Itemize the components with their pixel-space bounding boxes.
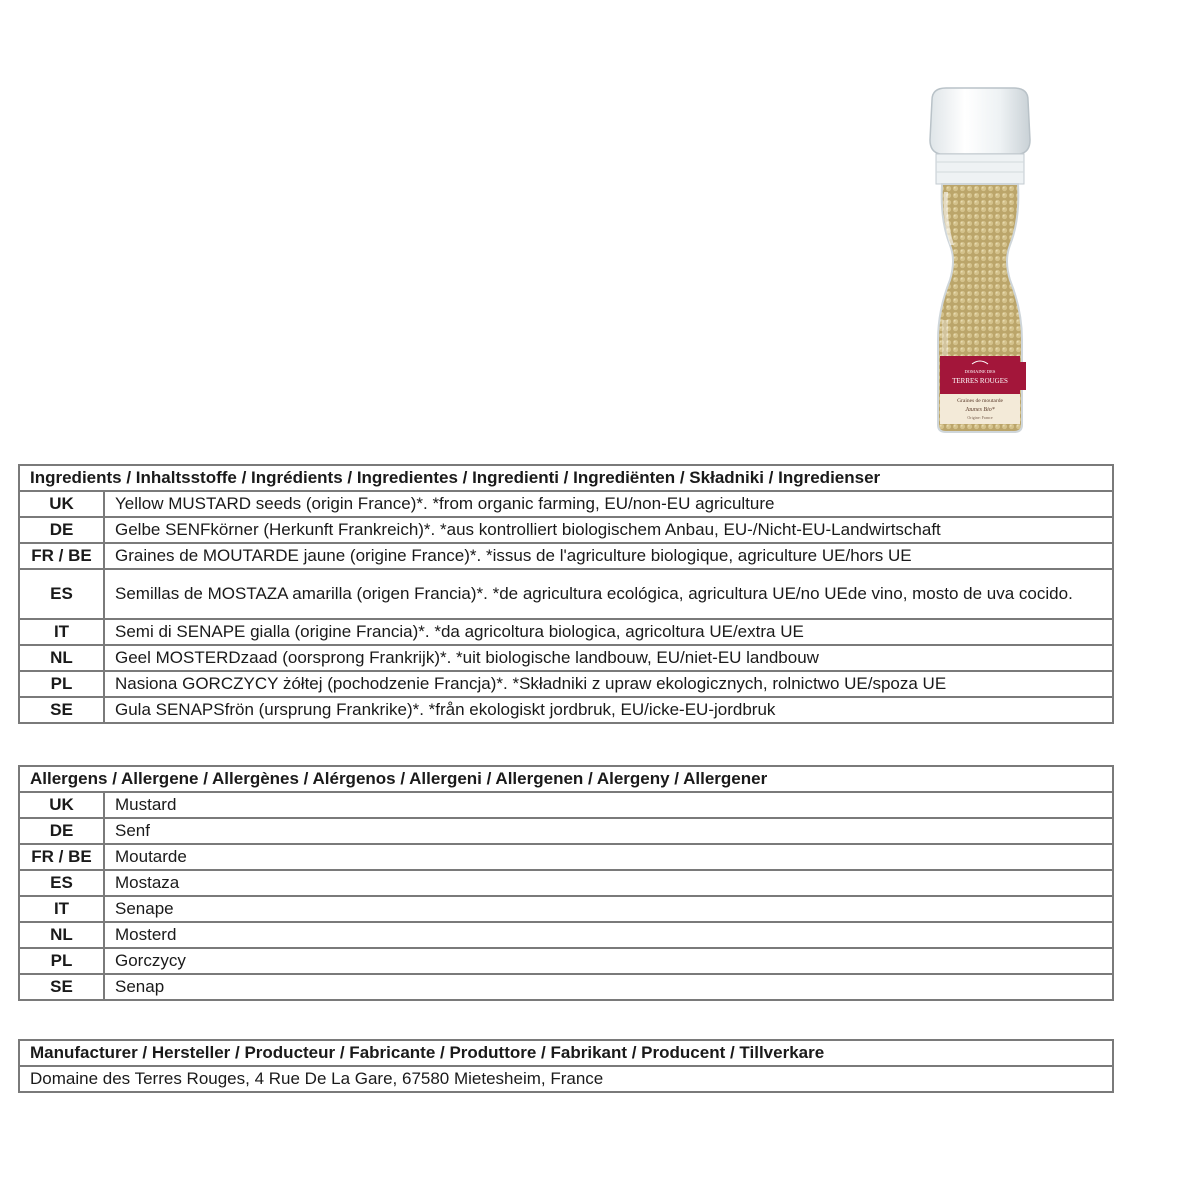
language-code: PL — [19, 671, 104, 697]
language-code: ES — [19, 870, 104, 896]
allergen-text: Senap — [104, 974, 1113, 1000]
ingredient-row-nl — [19, 645, 1113, 671]
ingredient-row-se — [19, 697, 1113, 723]
ingredient-row-de — [19, 517, 1113, 543]
allergens-header-row — [19, 766, 1113, 792]
allergen-text: Mustard — [104, 792, 1113, 818]
language-code: IT — [19, 896, 104, 922]
language-code: IT — [19, 619, 104, 645]
ingredient-row-pl — [19, 671, 1113, 697]
allergen-row-es — [19, 870, 1113, 896]
manufacturer-address: Domaine des Terres Rouges, 4 Rue De La Gare, 67580 Mietesheim, France — [19, 1066, 1113, 1092]
ingredients-header: Ingredients / Inhaltsstoffe / Ingrédients / Ingredientes / Ingredienti / Ingrediënten / Składniki / Ingredienser — [19, 465, 1113, 491]
label-brand-small: DOMAINE DES — [964, 369, 996, 374]
language-code: NL — [19, 922, 104, 948]
allergen-text: Senape — [104, 896, 1113, 922]
allergens-header: Allergens / Allergene / Allergènes / Alérgenos / Allergeni / Allergenen / Alergeny / Allergener — [19, 766, 1113, 792]
allergen-text: Mosterd — [104, 922, 1113, 948]
ingredient-row-fr-be — [19, 543, 1113, 569]
allergen-row-fr-be — [19, 844, 1113, 870]
language-code: PL — [19, 948, 104, 974]
allergen-text: Senf — [104, 818, 1113, 844]
language-code: DE — [19, 818, 104, 844]
ingredient-text: Gula SENAPSfrön (ursprung Frankrike)*. *från ekologiskt jordbruk, EU/icke-EU-jordbruk — [104, 697, 1113, 723]
language-code: SE — [19, 974, 104, 1000]
allergen-row-de — [19, 818, 1113, 844]
manufacturer-address-row — [19, 1066, 1113, 1092]
allergen-row-se — [19, 974, 1113, 1000]
ingredient-text: Geel MOSTERDzaad (oorsprong Frankrijk)*. *uit biologische landbouw, EU/niet-EU landbouw — [104, 645, 1113, 671]
ingredients-header-row — [19, 465, 1113, 491]
language-code: ES — [19, 569, 104, 619]
language-code: UK — [19, 792, 104, 818]
product-image — [910, 80, 1050, 440]
spice-grinder-illustration — [910, 80, 1050, 440]
language-code: NL — [19, 645, 104, 671]
allergen-text: Moutarde — [104, 844, 1113, 870]
ingredient-row-uk — [19, 491, 1113, 517]
ingredient-row-it — [19, 619, 1113, 645]
ingredient-text: Semi di SENAPE gialla (origine Francia)*. *da agricoltura biologica, agricoltura UE/extra UE — [104, 619, 1113, 645]
language-code: FR / BE — [19, 543, 104, 569]
allergen-row-pl — [19, 948, 1113, 974]
ingredient-text: Gelbe SENFkörner (Herkunft Frankreich)*. *aus kontrolliert biologischem Anbau, EU-/Nicht-EU-Landwirtschaft — [104, 517, 1113, 543]
language-code: DE — [19, 517, 104, 543]
ingredient-row-es — [19, 569, 1113, 619]
ingredient-text: Yellow MUSTARD seeds (origin France)*. *from organic farming, EU/non-EU agriculture — [104, 491, 1113, 517]
ingredient-text: Nasiona GORCZYCY żółtej (pochodzenie Francja)*. *Składniki z upraw ekologicznych, rolnictwo UE/spoza UE — [104, 671, 1113, 697]
label-origin: Origine: France — [967, 415, 993, 420]
manufacturer-table — [18, 1039, 1114, 1093]
ingredient-text: Semillas de MOSTAZA amarilla (origen Francia)*. *de agricultura ecológica, agricultura UE/no UEde vino, mosto de uva cocido. — [104, 569, 1113, 619]
label-product-name: Graines de moutarde — [957, 398, 1003, 404]
ingredient-text: Graines de MOUTARDE jaune (origine France)*. *issus de l'agriculture biologique, agriculture UE/hors UE — [104, 543, 1113, 569]
allergen-text: Gorczycy — [104, 948, 1113, 974]
language-code: FR / BE — [19, 844, 104, 870]
allergen-text: Mostaza — [104, 870, 1113, 896]
allergen-row-it — [19, 896, 1113, 922]
manufacturer-header-row — [19, 1040, 1113, 1066]
language-code: SE — [19, 697, 104, 723]
allergen-row-nl — [19, 922, 1113, 948]
label-product-sub: Jaunes Bio* — [965, 407, 995, 413]
allergens-table — [18, 765, 1114, 1001]
language-code: UK — [19, 491, 104, 517]
allergen-row-uk — [19, 792, 1113, 818]
label-brand: TERRES ROUGES — [952, 377, 1008, 385]
manufacturer-header: Manufacturer / Hersteller / Producteur / Fabricante / Produttore / Fabrikant / Producent / Tillverkare — [19, 1040, 1113, 1066]
ingredients-table — [18, 464, 1114, 724]
